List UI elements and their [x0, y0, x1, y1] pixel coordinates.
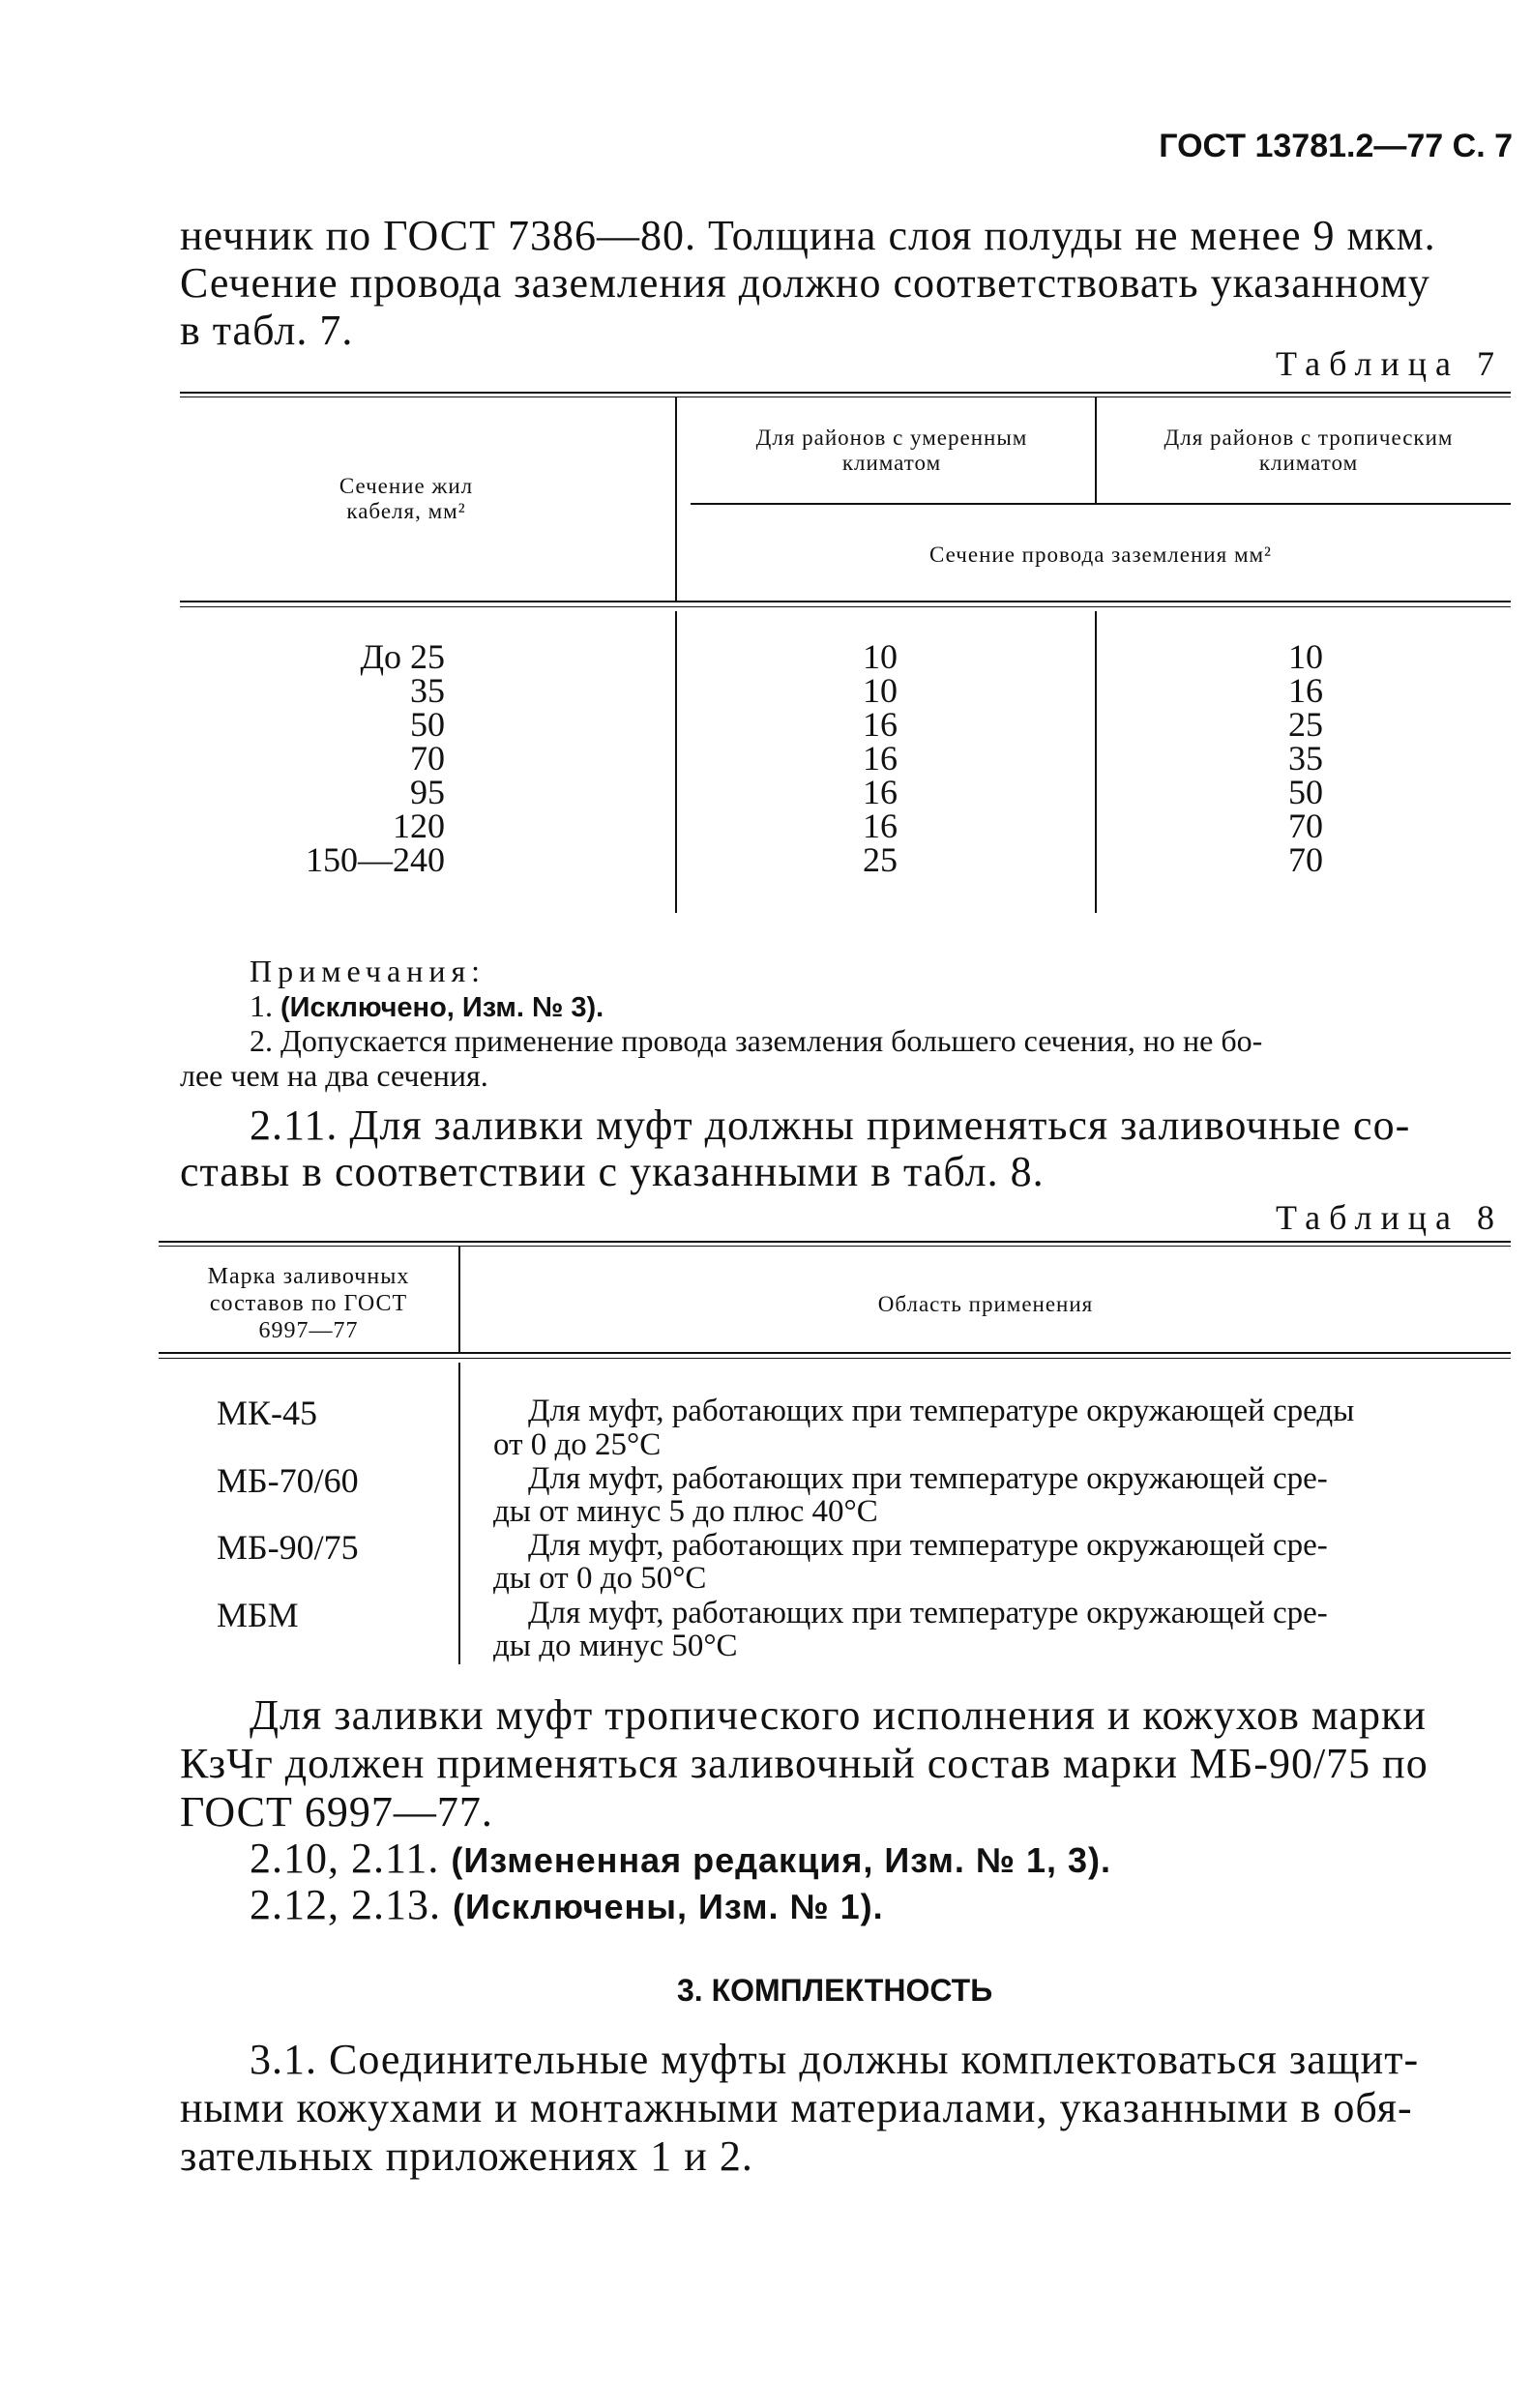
table8-row-1-grade: МК-45: [217, 1394, 318, 1432]
table7-col1-header: Сечение жил кабеля, мм²: [339, 474, 474, 523]
section-3-line-1: 3.1. Соединительные муфты должны комплектоваться защит-: [250, 2036, 1420, 2083]
table8-title: Таблица 8: [1276, 1198, 1503, 1237]
note-2-line-2: лее чем на два сечения.: [180, 1058, 488, 1093]
table7-col2-values: [832, 637, 928, 879]
table-cell: 70: [1288, 840, 1323, 879]
amendment-2-10-2-11: 2.10, 2.11. (Измененная редакция, Изм. № 1, 3).: [250, 1835, 1112, 1882]
section-3-title: 3. КОМПЛЕКТНОСТЬ: [677, 1973, 993, 2008]
intro-line-2: Сечение провода заземления должно соответствовать указанному: [180, 259, 1430, 307]
table-cell: 35: [410, 671, 445, 710]
table-cell: 16: [863, 739, 898, 778]
table-cell: 10: [863, 637, 898, 676]
table-cell: 95: [410, 773, 445, 811]
table-cell: 150—240: [306, 840, 445, 879]
table7-title: Таблица 7: [1276, 344, 1503, 383]
table-cell: 35: [1288, 739, 1323, 778]
table-cell: 16: [1288, 671, 1323, 710]
table8-row-4-text-1: Для муфт, работающих при температуре окружающей сре-: [528, 1596, 1328, 1630]
amendment-2-12-2-13: 2.12, 2.13. (Исключены, Изм. № 1).: [250, 1881, 884, 1928]
para-2-11-line-1: 2.11. Для заливки муфт должны применяться заливочные со-: [250, 1101, 1411, 1149]
table7-subheader: Сечение провода заземления мм²: [929, 543, 1272, 567]
table-cell: 16: [863, 773, 898, 811]
table7-col3-values: [1257, 637, 1354, 879]
table8-row-2-grade: МБ-70/60: [217, 1461, 359, 1500]
note-2-line-1: 2. Допускается применение провода заземления большего сечения, но не бо-: [250, 1023, 1263, 1058]
table8-col1-header: Марка заливочных составов по ГОСТ 6997—77: [207, 1264, 410, 1343]
table-cell: 25: [1288, 705, 1323, 744]
table8-row-4-grade: МБМ: [217, 1596, 299, 1634]
intro-line-3: в табл. 7.: [180, 307, 354, 354]
table8-row-1-text-1: Для муфт, работающих при температуре окружающей среды: [528, 1394, 1355, 1428]
table8-col2-header: Область применения: [877, 1292, 1094, 1316]
table-cell: 16: [863, 705, 898, 744]
table8-row-4-text-2: ды до минус 50°С: [493, 1629, 738, 1663]
table8-row-3-grade: МБ-90/75: [217, 1528, 359, 1567]
table-cell: 25: [863, 840, 898, 879]
table8-row-1-text-2: от 0 до 25°С: [493, 1427, 662, 1462]
table-cell: 70: [1288, 807, 1323, 845]
table-cell: 70: [410, 739, 445, 778]
section-3-line-2: ными кожухами и монтажными материалами, указанными в обя-: [180, 2084, 1413, 2131]
intro-line-1: нечник по ГОСТ 7386—80. Толщина слоя полуды не менее 9 мкм.: [180, 212, 1436, 259]
table-cell: 16: [863, 807, 898, 845]
table8-row-2-text-1: Для муфт, работающих при температуре окружающей сре-: [528, 1461, 1328, 1496]
section-3-line-3: зательных приложениях 1 и 2.: [180, 2132, 753, 2180]
table-cell: 50: [1288, 773, 1323, 811]
table7-col3-header: Для районов с тропическим климатом: [1164, 426, 1454, 475]
table7-col2-header: Для районов с умеренным климатом: [755, 426, 1028, 475]
table-cell: До 25: [360, 637, 445, 676]
table-cell: 50: [410, 705, 445, 744]
table7-col1-values: [306, 637, 445, 879]
para-tropical-line-3: ГОСТ 6997—77.: [180, 1788, 493, 1835]
table-cell: 120: [393, 807, 445, 845]
table8-row-3-text-2: ды от 0 до 50°С: [493, 1561, 707, 1596]
table8-row-2-text-2: ды от минус 5 до плюс 40°С: [493, 1494, 878, 1529]
table-cell: 10: [863, 671, 898, 710]
page-header: ГОСТ 13781.2—77 С. 7: [1159, 128, 1513, 164]
note-1: 1. (Исключено, Изм. № 3).: [250, 988, 604, 1023]
para-tropical-line-2: КзЧг должен применяться заливочный состав марки МБ-90/75 по: [180, 1740, 1429, 1787]
para-tropical-line-1: Для заливки муфт тропического исполнения и кожухов марки: [250, 1691, 1427, 1739]
table8-row-3-text-1: Для муфт, работающих при температуре окружающей сре-: [528, 1528, 1328, 1563]
table-cell: 10: [1288, 637, 1323, 676]
notes-heading: Примечания:: [250, 954, 486, 988]
para-2-11-line-2: ставы в соответствии с указанными в табл. 8.: [180, 1148, 1045, 1195]
